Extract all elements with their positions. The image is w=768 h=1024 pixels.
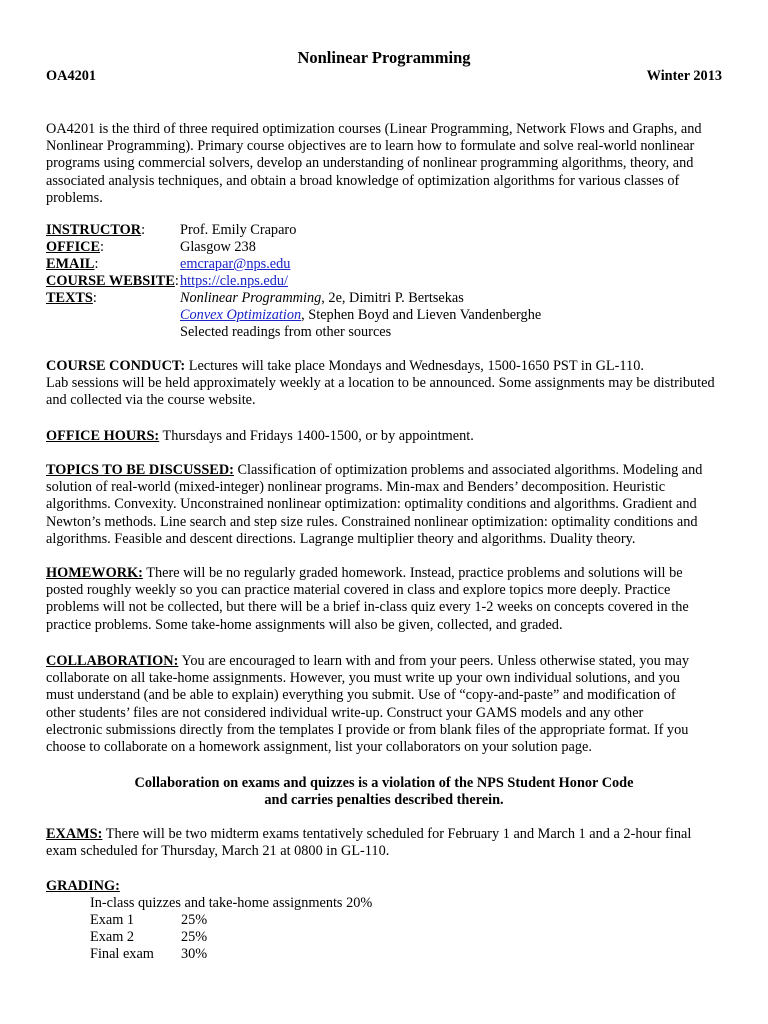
website-link[interactable]: https://cle.nps.edu/ <box>180 273 289 289</box>
instructor-row: INSTRUCTOR: Prof. Emily Craparo <box>46 222 297 238</box>
topics-line: Newton’s methods. Line search and step size rules. Constrained nonlinear optimization: optimality conditions and <box>46 513 698 530</box>
homework-section <box>46 565 726 634</box>
topics-section <box>46 462 726 548</box>
grading-row <box>90 912 208 929</box>
grading-percent: 25% <box>181 912 208 928</box>
collaboration-line: must understand (and be able to explain) everything you submit. Use of “copy-and-paste” and modification of <box>46 687 676 704</box>
collaboration-section <box>46 653 726 756</box>
instructor-label: INSTRUCTOR <box>46 222 142 238</box>
office-label: OFFICE <box>46 239 101 255</box>
text3-value: Selected readings from other sources <box>180 324 392 340</box>
topics-line: algorithms. Feasible and descent directions. Lagrange multiplier theory and algorithms. Duality theory. <box>46 530 636 547</box>
text2-author: , Stephen Boyd and Lieven Vandenberghe <box>301 307 542 323</box>
texts-row: TEXTS: Nonlinear Programming, 2e, Dimitri P. Bertsekas <box>46 290 464 306</box>
topics-line: algorithms. Convexity. Unconstrained nonlinear optimization: optimality conditions and algorithms. Gradient and <box>46 496 697 513</box>
texts-label: TEXTS <box>46 290 93 306</box>
homework-line: problems will not be collected, but there will be a brief in-class quiz every 1-2 weeks on concepts covered in the <box>46 599 689 616</box>
honor-code-notice <box>0 775 768 809</box>
grading-section <box>46 878 726 895</box>
office-row: OFFICE: Glasgow 238 <box>46 239 256 255</box>
grading-row <box>90 946 208 963</box>
exams-line: There will be two midterm exams tentatively scheduled for February 1 and March 1 and a 2-hour final <box>102 826 692 842</box>
grading-item: Exam 2 <box>90 929 135 945</box>
intro-line: associated analysis techniques, and obtain a broad knowledge of optimization algorithms for various classes of <box>46 172 680 189</box>
exams-label: EXAMS: <box>46 826 103 842</box>
text2-title-link[interactable]: Convex Optimization <box>180 307 302 323</box>
grading-label: GRADING: <box>46 878 120 894</box>
homework-line: There will be no regularly graded homework. Instead, practice problems and solutions will be <box>142 565 683 581</box>
instructor-value: Prof. Emily Craparo <box>180 222 297 238</box>
grading-percent: 25% <box>181 929 208 945</box>
grading-item: Final exam <box>90 946 154 962</box>
homework-label: HOMEWORK: <box>46 565 143 581</box>
email-link[interactable]: emcrapar@nps.edu <box>180 256 291 272</box>
intro-line: Nonlinear Programming). Primary course objectives are to learn how to formulate and solve real-world nonlinear <box>46 138 695 155</box>
office-hours-section <box>46 428 726 445</box>
collaboration-line: other students’ files are not considered individual write-up. Construct your GAMS models and any other <box>46 704 644 721</box>
intro-line: programs using commercial solvers, develop an understanding of nonlinear programming algorithms, theory, and <box>46 155 694 172</box>
conduct-line: Lectures will take place Mondays and Wednesdays, 1500-1650 PST in GL-110. <box>185 358 644 374</box>
honor-code-line: Collaboration on exams and quizzes is a violation of the NPS Student Honor Code <box>134 775 634 791</box>
office-hours-label: OFFICE HOURS: <box>46 428 160 444</box>
grading-row <box>90 929 208 946</box>
course-code: OA4201 <box>46 68 97 84</box>
website-row: COURSE WEBSITE: https://cle.nps.edu/ <box>46 273 289 289</box>
conduct-line: and collected via the course website. <box>46 392 256 409</box>
text1-title: Nonlinear Programming <box>180 290 322 306</box>
intro-line: OA4201 is the third of three required optimization courses (Linear Programming, Network Flows and Graphs, and <box>46 121 702 137</box>
website-label: COURSE WEBSITE <box>46 273 175 289</box>
page-title: Nonlinear Programming <box>297 48 471 67</box>
conduct-line: Lab sessions will be held approximately weekly at a location to be announced. Some assignments may be distributed <box>46 375 715 392</box>
grading-item: Exam 1 <box>90 912 135 928</box>
email-row: EMAIL: emcrapar@nps.edu <box>46 256 291 272</box>
intro-line: problems. <box>46 189 103 206</box>
homework-line: posted roughly weekly so you can practice material covered in class and explore topics more deeply. Practice <box>46 582 671 599</box>
collaboration-line: choose to collaborate on a homework assignment, list your collaborators on your solution page. <box>46 739 592 756</box>
exams-section <box>46 826 726 860</box>
office-value: Glasgow 238 <box>180 239 256 255</box>
honor-code-line: and carries penalties described therein. <box>264 792 504 809</box>
exams-line: exam scheduled for Thursday, March 21 at 0800 in GL-110. <box>46 843 390 860</box>
collaboration-line: electronic submissions directly from the templates I provide or from blank files of the appropriate format. If you <box>46 721 689 738</box>
text1-author: , 2e, Dimitri P. Bertsekas <box>321 290 464 306</box>
intro-paragraph <box>46 121 726 207</box>
homework-line: practice problems. Some take-home assignments will also be given, collected, and graded. <box>46 616 563 633</box>
course-conduct-label: COURSE CONDUCT: <box>46 358 186 374</box>
office-hours-text: Thursdays and Fridays 1400-1500, or by appointment. <box>159 428 474 444</box>
grading-percent: 30% <box>181 946 208 962</box>
collaboration-label: COLLABORATION: <box>46 653 179 669</box>
course-term: Winter 2013 <box>646 68 722 84</box>
grading-first-item: In-class quizzes and take-home assignments 20% <box>90 895 373 911</box>
collaboration-line: You are encouraged to learn with and from your peers. Unless otherwise stated, you may <box>178 653 689 669</box>
grading-row <box>90 895 372 912</box>
email-label: EMAIL <box>46 256 95 272</box>
topics-label: TOPICS TO BE DISCUSSED: <box>46 462 234 478</box>
topics-line: solution of real-world (mixed-integer) nonlinear programs. Min-max and Benders’ decomposition. Heuristic <box>46 479 666 496</box>
topics-line: Classification of optimization problems and associated algorithms. Modeling and <box>233 462 703 478</box>
collaboration-line: collaborate on all take-home assignments. However, you must write up your own individual solutions, and you <box>46 670 680 687</box>
course-conduct-section <box>46 358 726 410</box>
